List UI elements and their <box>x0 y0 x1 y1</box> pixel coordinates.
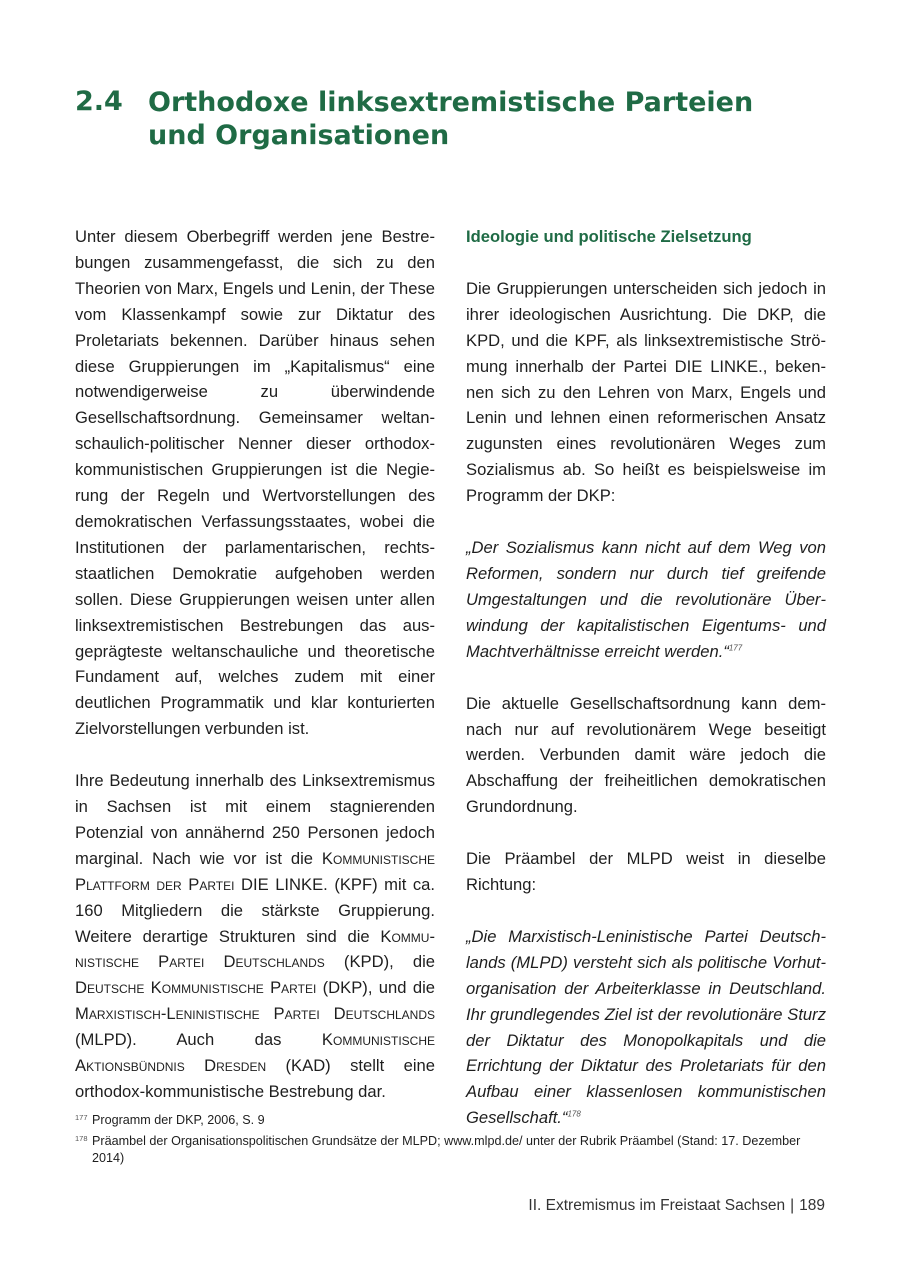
footnote <box>75 1133 828 1167</box>
quote-dkp: „Der Sozialismus kann nicht auf dem Weg von Reformen, sondern nur durch tief greifende Umgestaltungen und die revolutionäre Überwindung der kapitalistischen Eigentums- und Machtverhältnisse erreicht werden.“$^{177}$ <box>466 538 826 661</box>
footnote-text: Präambel der Organisationspolitischen Grundsätze der MLPD; www.mlpd.de/ unter der Rubrik Präambel (Stand: 17. Dezember 2014) <box>92 1134 801 1165</box>
left-column <box>75 224 435 1105</box>
org-name-kpd: Kommunistische Partei Deutschlands <box>75 926 435 972</box>
org-name-dkp: Deutsche Kommunistische Partei <box>75 978 317 998</box>
footnote-text: Programm der DKP, 2006, S. 9 <box>92 1113 265 1127</box>
section-title: Orthodoxe linksextremistische Parteien und Organisationen <box>148 87 754 151</box>
paragraph-ideology: Die Gruppierungen unterscheiden sich jedoch in ihrer ideologischen Ausrichtung. Die DKP, die KPD, und die KPF, als linksextremistische Strömung innerhalb der Partei DIE LINKE., bekennen sich zu den Lehren von Marx, Engels und Lenin und lehnen einen reformerischen Ansatz zugunsten eines revolutionären Weges zum Sozialismus ab. So heißt es beispielsweise im Programm der DKP: <box>466 278 826 506</box>
subheading: Ideologie und politische Zielsetzung <box>466 227 752 246</box>
footnote-mark: 178 <box>75 1134 88 1143</box>
org-name-mlpd: Marxistisch-Leninistische Partei Deutschlands <box>75 1004 435 1024</box>
paragraph-mlpd-intro: Die Präambel der MLPD weist in dieselbe Richtung: <box>466 849 826 895</box>
paragraph-intro: Unter diesem Oberbegriff werden jene Bestrebungen zusammengefasst, die sich zu den Theorien von Marx, Engels und Lenin, der These vom Klassenkampf sowie zur Diktatur des Proletariats bekennen. Darüber hinaus sehen diese Gruppierungen im „Kapitalismus“ eine notwendigerweise zu überwindende Gesellschaftsordnung. Gemeinsamer weltanschaulich-politischer Nenner dieser orthodoxkommunistischen Gruppierungen ist die Negierung der Regeln und Wertvorstellungen des demokratischen Verfassungsstaates, wobei die Institutionen der parlamentarischen, rechtsstaatlichen Demokratie aufgehoben werden sollen. Diese Gruppierungen weisen unter allen linksextremistischen Bestrebungen das ausgeprägteste weltanschauliche und theoretische Fundament auf, welches zudem mit einer deutlichen Programmatik und klar konturierten Zielvorstellungen verbunden ist. <box>75 227 435 739</box>
footnotes <box>75 1109 828 1171</box>
page-number: 189 <box>799 1197 825 1214</box>
footnote <box>75 1109 828 1129</box>
page-footer <box>528 1197 825 1215</box>
org-name-kpf: Kommunistische Plattform der Partei <box>75 848 435 894</box>
footnote-ref-178[interactable]: 178 <box>567 1109 581 1119</box>
footer-separator: | <box>790 1197 795 1214</box>
footnote-ref-177[interactable]: 177 <box>728 643 743 653</box>
footer-section: II. Extremismus im Freistaat Sachsen <box>528 1197 786 1214</box>
right-column <box>466 224 826 1131</box>
quote-mlpd: „Die Marxistisch-Leninistische Partei Deutschlands (MLPD) versteht sich als politische Vorhutorganisation der Arbeiterklasse in Deutschland. Ihr grundlegendes Ziel ist der revolutionäre Sturz der Diktatur des Monopolkapitals und die Errichtung der Diktatur des Proletariats für den Aufbau einer klassenlosen kommunistischen Gesellschaft.“$^{178}$ <box>466 926 826 1128</box>
section-number: 2.4 <box>75 86 123 117</box>
footnote-mark: 177 <box>75 1113 88 1122</box>
paragraph-consequence: Die aktuelle Gesellschaftsordnung kann demnach nur auf revolutionärem Wege beseitigt werden. Verbunden damit wäre jedoch die Abschaffung der freiheitlichen demokratischen Grundordnung. <box>466 693 826 817</box>
org-name-kad: Kommunistische Aktionsbündnis Dresden <box>75 1030 435 1076</box>
paragraph-significance: Ihre Bedeutung innerhalb des Linksextremismus in Sachsen ist mit einem stagnierenden Potenzial von annähernd 250 Personen jedoch marginal. Nach wie vor ist die Kommunistische Plattform der Partei DIE LINKE. (KPF) mit ca. 160 Mitgliedern die stärkste Gruppierung. Weitere derartige Strukturen sind die Kommunistische Partei Deutschlands (KPD), die Deutsche Kommunistische Partei (DKP), und die Marxistisch-Leninistische Partei Deutschlands (MLPD). Auch das Kommunistische Aktionsbündnis Dresden (KAD) stellt eine orthodox-kommunistische Bestrebung dar. <box>75 771 435 1101</box>
